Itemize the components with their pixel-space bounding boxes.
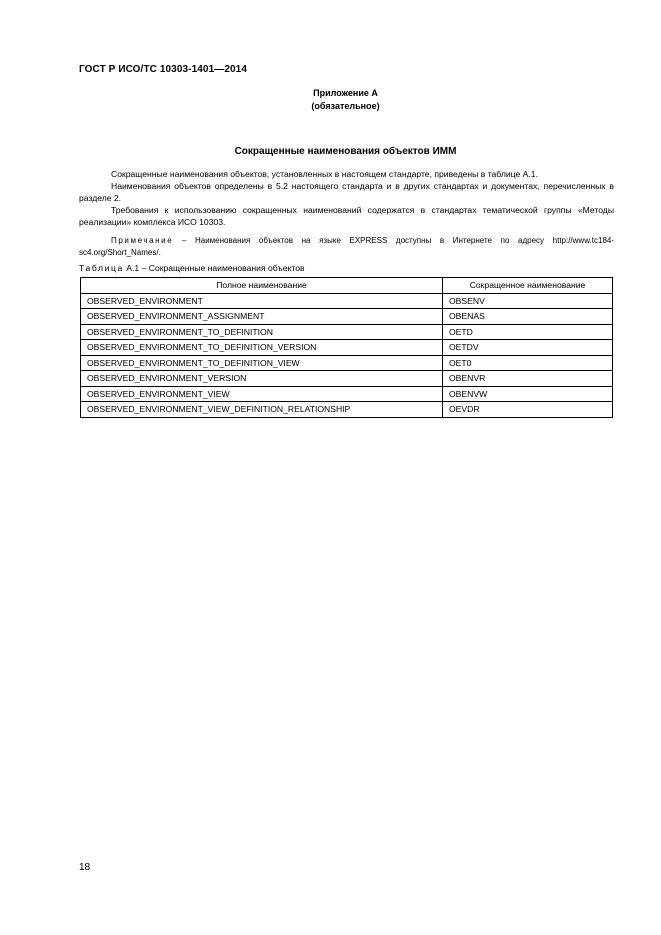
table-row <box>81 402 613 418</box>
paragraph-2-text: Наименования объектов определены в 5.2 настоящего стандарта и в других стандартах и документах, перечисленных в разделе 2. <box>79 181 614 203</box>
full-name-cell: OBSERVED_ENVIRONMENT_TO_DEFINITION_VIEW <box>81 355 443 371</box>
short-names-table <box>80 277 613 418</box>
header-short-name: Сокращенное наименование <box>443 278 613 294</box>
table-row <box>81 324 613 340</box>
table-caption-label: Таблица <box>79 263 124 273</box>
table-row <box>81 309 613 325</box>
table-caption-text: А.1 – Сокращенные наименования объектов <box>123 263 305 273</box>
full-name-cell: OBSERVED_ENVIRONMENT_TO_DEFINITION_VERSION <box>81 340 443 356</box>
note-label: Примечание <box>111 236 174 245</box>
full-name-cell: OBSERVED_ENVIRONMENT_VERSION <box>81 371 443 387</box>
full-name-cell: OBSERVED_ENVIRONMENT_ASSIGNMENT <box>81 309 443 325</box>
full-name-cell: OBSERVED_ENVIRONMENT_TO_DEFINITION <box>81 324 443 340</box>
table-row <box>81 355 613 371</box>
short-name-cell: OBENAS <box>443 309 613 325</box>
note-text: – Наименования объектов на языке EXPRESS доступны в Интернете по адресу http://www.tc184-sc4.org/Short_Names/. <box>79 236 614 257</box>
table-row <box>81 340 613 356</box>
document-header: ГОСТ Р ИСО/ТС 10303-1401—2014 <box>79 64 247 75</box>
paragraph-1 <box>79 169 614 181</box>
full-name-cell: OBSERVED_ENVIRONMENT_VIEW_DEFINITION_RELATIONSHIP <box>81 402 443 418</box>
table-caption <box>79 263 305 273</box>
paragraph-3 <box>79 205 614 228</box>
short-name-cell: OETD <box>443 324 613 340</box>
table-row <box>81 293 613 309</box>
table-header-row <box>81 278 613 294</box>
short-name-cell: OET0 <box>443 355 613 371</box>
short-name-cell: OETDV <box>443 340 613 356</box>
note <box>79 235 614 258</box>
table-row <box>81 371 613 387</box>
short-name-cell: OEVDR <box>443 402 613 418</box>
short-name-cell: OBENVW <box>443 386 613 402</box>
appendix-status: (обязательное) <box>311 101 380 111</box>
appendix-title: Приложение А <box>313 88 378 98</box>
short-name-cell: OBSENV <box>443 293 613 309</box>
table-row <box>81 386 613 402</box>
section-title: Сокращенные наименования объектов ИММ <box>234 146 457 157</box>
paragraph-3-text: Требования к использованию сокращенных наименований содержатся в стандартах тематической группы «Методы реализации» комплекса ИСО 10303. <box>79 205 614 227</box>
full-name-cell: OBSERVED_ENVIRONMENT <box>81 293 443 309</box>
page-number: 18 <box>79 862 91 873</box>
paragraph-1-text: Сокращенные наименования объектов, установленных в настоящем стандарте, приведены в таблице А.1. <box>111 169 538 179</box>
short-name-cell: OBENVR <box>443 371 613 387</box>
header-full-name: Полное наименование <box>81 278 443 294</box>
paragraph-2 <box>79 181 614 204</box>
full-name-cell: OBSERVED_ENVIRONMENT_VIEW <box>81 386 443 402</box>
